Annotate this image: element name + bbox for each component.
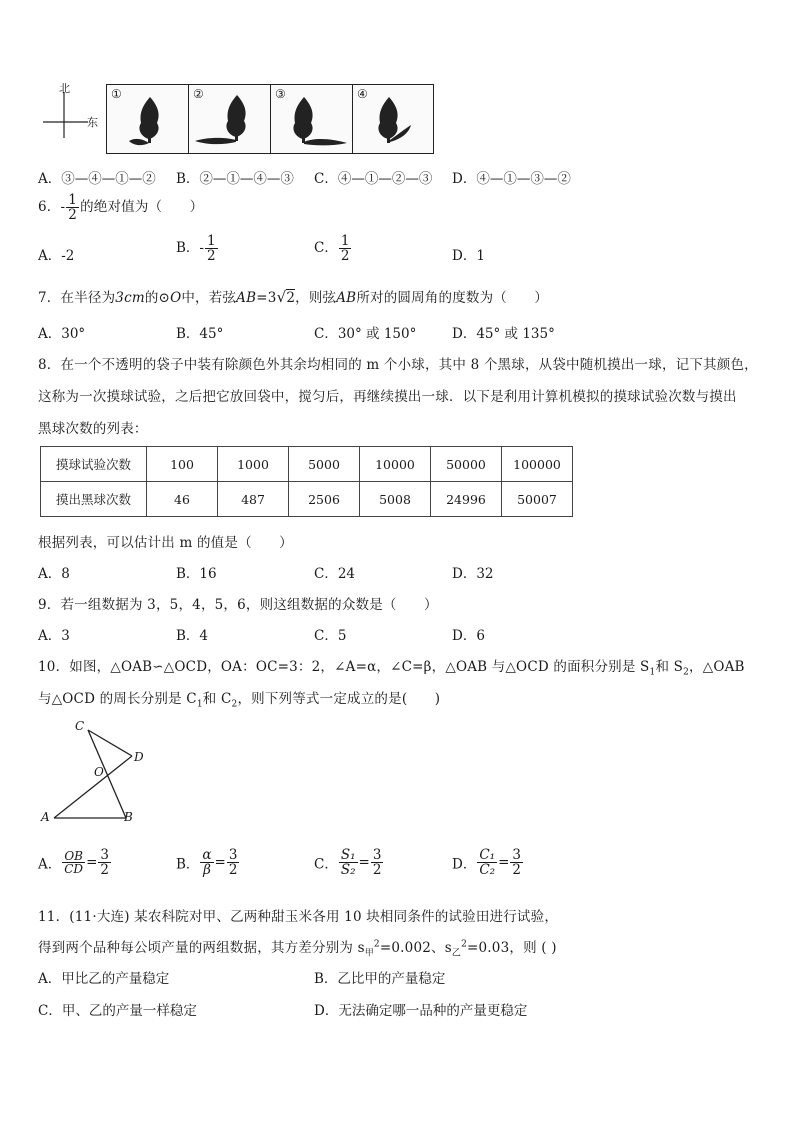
denominator: 2: [206, 248, 216, 265]
table-cell: 1000: [218, 447, 289, 482]
table-cell: 50000: [431, 447, 502, 482]
text: ，△OAB: [689, 659, 745, 675]
text: 7．在半径为: [38, 290, 116, 306]
option-label: C．: [314, 240, 338, 257]
option-label: A．: [38, 856, 62, 873]
q6-b-fraction: [205, 234, 218, 263]
superscript: 2: [461, 939, 467, 950]
q8-option-c[interactable]: C．24: [314, 566, 356, 582]
text: ，则下列等式一定成立的是( ): [237, 691, 441, 707]
tree-panel-2: [188, 84, 271, 154]
numerator: 3: [100, 847, 109, 863]
text: =0.002、s: [379, 940, 452, 956]
q10-option-b[interactable]: [176, 848, 240, 877]
q8-option-a[interactable]: A．8: [38, 566, 70, 582]
q8-question: 根据列表，可以估计出 m 的值是（ ）: [38, 535, 293, 551]
point-a-label: A: [41, 810, 50, 824]
q8-stem-line-2: 这称为一次摸球试验，之后把它放回袋中，搅匀后，再继续摸出一球．以下是利用计算机模拟的摸球试验次数与摸出: [38, 389, 737, 405]
q7-option-b[interactable]: B．45°: [176, 326, 224, 342]
point-b-label: B: [124, 810, 133, 824]
subscript: 2: [231, 699, 238, 710]
table-row: [41, 447, 573, 482]
table-cell: 46: [147, 482, 218, 517]
table-cell: 10000: [360, 447, 431, 482]
q8-data-table: [40, 446, 573, 517]
q11-option-b[interactable]: B．乙比甲的产量稳定: [314, 971, 446, 987]
lhs-fraction: [477, 848, 497, 877]
table-cell: 487: [218, 482, 289, 517]
q6-fraction: [66, 193, 79, 222]
numerator: OB: [62, 850, 85, 864]
q10-stem-line-2: [38, 687, 440, 710]
equals-sign: =: [86, 854, 98, 871]
q7-option-c[interactable]: C．30° 或 150°: [314, 326, 417, 342]
tree-panel-4: [352, 84, 434, 154]
panel-number: ②: [193, 87, 204, 101]
option-label: B．-: [176, 240, 204, 257]
q7-stem: [38, 286, 548, 306]
q11-option-c[interactable]: C．甲、乙的产量一样稳定: [38, 1003, 197, 1019]
table-cell: 5000: [289, 447, 360, 482]
table-row: [41, 482, 573, 517]
q6-option-c[interactable]: [314, 234, 352, 263]
numerator: 3: [372, 847, 382, 863]
lhs-fraction: [200, 848, 213, 877]
option-label: B．: [176, 856, 200, 873]
text: 与△OCD 的周长分别是 C: [38, 691, 197, 707]
q11-stem-line-1: 11．(11·大连) 某农科院对甲、乙两种甜玉米各用 10 块相同条件的试验田进行试验，: [38, 909, 559, 925]
compass-north-label: 北: [59, 82, 70, 95]
lhs-fraction: [339, 848, 358, 877]
option-label: D．: [452, 856, 477, 873]
numerator: 3: [512, 847, 521, 863]
q6-option-b[interactable]: [176, 234, 219, 263]
denominator: S₂: [340, 862, 356, 879]
equals-sign: =: [358, 854, 370, 871]
tree-panel-1: [106, 84, 189, 154]
denominator: 2: [372, 862, 382, 879]
q7-option-d[interactable]: D．45° 或 135°: [452, 326, 555, 342]
denominator: CD: [64, 862, 84, 877]
tree-shadow-icon: [271, 85, 354, 155]
text: 得到两个品种每公顷产量的两组数据，其方差分别为 s: [38, 940, 365, 956]
row-header: 摸出黑球次数: [41, 482, 147, 517]
q10-option-c[interactable]: [314, 848, 384, 877]
compass: [40, 82, 100, 146]
rhs-fraction: [98, 848, 111, 877]
text: 的⊙: [144, 290, 171, 306]
q6-stem: [38, 193, 203, 222]
tree-panel-3: [270, 84, 353, 154]
numerator: 1: [68, 192, 78, 208]
chord-label: AB: [236, 290, 257, 306]
text: 和 S: [655, 659, 684, 675]
denominator: 2: [512, 862, 521, 879]
panel-number: ④: [357, 87, 368, 101]
text: 所对的圆周角的度数为（ ）: [356, 290, 549, 306]
q5-option-a[interactable]: A．③—④—①—②: [38, 171, 156, 187]
text: =3: [256, 290, 277, 306]
denominator: C₂: [479, 862, 496, 879]
lhs-fraction: [62, 850, 85, 876]
point-c-label: C: [75, 719, 85, 733]
q8-option-d[interactable]: D．32: [452, 566, 494, 582]
q7-option-a[interactable]: A．30°: [38, 326, 86, 342]
denominator: 2: [340, 248, 350, 265]
table-cell: 100: [147, 447, 218, 482]
q9-option-c[interactable]: C．5: [314, 628, 347, 644]
denominator: 2: [228, 862, 238, 879]
q5-option-b[interactable]: B．②—①—④—③: [176, 171, 294, 187]
q5-option-c[interactable]: C．④—①—②—③: [314, 171, 433, 187]
tree-shadow-icon: [107, 85, 190, 155]
subscript: 甲: [364, 948, 374, 959]
q10-option-a[interactable]: [38, 848, 112, 877]
text: ，则弦: [295, 290, 337, 306]
q6-c-fraction: [339, 234, 352, 263]
q9-option-b[interactable]: B．4: [176, 628, 209, 644]
sqrt-value: 2: [286, 290, 296, 306]
denominator: 2: [100, 862, 109, 879]
numerator: C₁: [479, 847, 496, 863]
q11-option-a[interactable]: A．甲比乙的产量稳定: [38, 971, 170, 987]
sqrt-sign-icon: √: [276, 288, 287, 306]
superscript: 2: [373, 939, 380, 950]
table-cell: 50007: [502, 482, 573, 517]
q6-prefix: 6．-: [38, 199, 66, 216]
tree-shadow-icon: [353, 85, 435, 155]
subscript: 2: [683, 667, 690, 678]
subscript: 1: [196, 699, 203, 710]
q11-option-d[interactable]: D．无法确定哪一品种的产量更稳定: [314, 1003, 528, 1019]
table-cell: 2506: [289, 482, 360, 517]
table-cell: 24996: [431, 482, 502, 517]
radius-value: 3cm: [115, 290, 145, 306]
equals-sign: =: [498, 854, 510, 871]
numerator: 3: [228, 847, 238, 863]
q11-stem-line-2: [38, 936, 557, 959]
option-label: C．: [314, 856, 338, 873]
text: =0.03，则 ( ): [467, 940, 557, 956]
numerator: 1: [340, 233, 350, 249]
compass-east-label: 东: [87, 116, 98, 129]
point-d-label: D: [134, 750, 144, 764]
rhs-fraction: [371, 848, 384, 877]
circle-center: O: [170, 290, 182, 306]
numerator: 1: [206, 233, 216, 249]
tree-shadow-icon: [189, 85, 272, 155]
table-cell: 100000: [502, 447, 573, 482]
text: 10．如图，△OAB∽△OCD，OA：OC=3：2，∠A=α，∠C=β，△OAB 与△OCD 的面积分别是 S: [38, 659, 650, 675]
q6-option-a[interactable]: A．-2: [38, 248, 75, 264]
q9-option-d[interactable]: D．6: [452, 628, 485, 644]
row-header: 摸球试验次数: [41, 447, 147, 482]
text: 和 C: [202, 691, 232, 707]
point-o-label: O: [94, 765, 104, 779]
chord-label: AB: [336, 290, 357, 306]
q5-option-d[interactable]: D．④—①—③—②: [452, 171, 571, 187]
q10-triangle-figure: [36, 716, 156, 828]
denominator: β: [203, 862, 211, 879]
q8-option-b[interactable]: B．16: [176, 566, 217, 582]
subscript: 1: [649, 667, 656, 678]
q6-option-d[interactable]: D．1: [452, 248, 485, 264]
equals-sign: =: [214, 854, 226, 871]
numerator: S₁: [340, 847, 356, 863]
subscript: 乙: [451, 948, 462, 959]
table-cell: 5008: [360, 482, 431, 517]
q10-option-d[interactable]: [452, 848, 524, 877]
q8-stem-line-1: 8．在一个不透明的袋子中装有除颜色外其余均相同的 m 个小球，其中 8 个黑球，从袋中随机摸出一球，记下其颜色，: [38, 357, 758, 373]
q10-stem-line-1: [38, 655, 745, 678]
q8-stem-line-3: 黑球次数的列表：: [38, 421, 148, 437]
q6-suffix: 的绝对值为（ ）: [80, 199, 204, 216]
rhs-fraction: [510, 848, 523, 877]
text: 中，若弦: [181, 290, 237, 306]
numerator: α: [202, 847, 212, 863]
panel-number: ①: [111, 87, 122, 101]
panel-number: ③: [275, 87, 286, 101]
denominator: 2: [68, 207, 78, 224]
rhs-fraction: [227, 848, 240, 877]
q9-stem: 9．若一组数据为 3，5，4，5，6，则这组数据的众数是（ ）: [38, 597, 438, 613]
q9-option-a[interactable]: A．3: [38, 628, 70, 644]
